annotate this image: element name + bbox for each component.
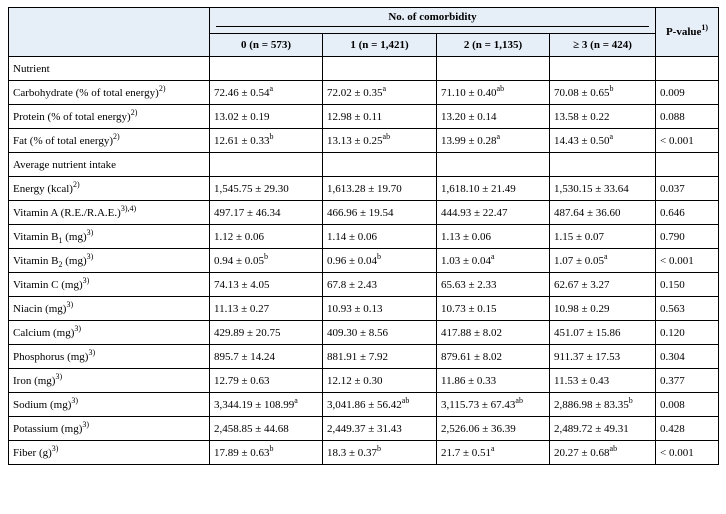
value-cell (550, 273, 656, 297)
value-cell (210, 393, 323, 417)
value-cell (210, 345, 323, 369)
value-cell (210, 369, 323, 393)
value-cell (437, 153, 550, 177)
significance-letter: a (609, 131, 614, 141)
value-cell (550, 297, 656, 321)
pvalue-header (656, 8, 719, 57)
row-label-text: Protein (% of total energy) (13, 110, 131, 123)
section-row (9, 153, 719, 177)
table-row (9, 273, 719, 297)
significance-letter: a (269, 83, 274, 93)
row-label-text: Calcium (mg) (13, 326, 75, 339)
pvalue-cell (656, 273, 719, 297)
mean-se-value: 3,344.19 ± 108.99 (214, 398, 295, 411)
mean-se-value: 2,886.98 ± 83.35 (554, 398, 629, 411)
mean-se-value: 1.12 ± 0.06 (214, 230, 265, 243)
row-label (9, 81, 210, 105)
value-cell (550, 249, 656, 273)
mean-se-value: 3,041.86 ± 56.42 (327, 398, 402, 411)
pvalue-cell (656, 225, 719, 249)
table-row (9, 177, 719, 201)
column-header-1: 1 (n = 1,421) (323, 34, 437, 57)
row-label (9, 129, 210, 153)
row-label (9, 345, 210, 369)
mean-se-value: 72.02 ± 0.35 (327, 86, 383, 99)
pvalue-cell (656, 249, 719, 273)
value-cell (323, 393, 437, 417)
row-label-header (9, 8, 210, 57)
row-label (9, 177, 210, 201)
mean-se-value: 12.98 ± 0.11 (327, 110, 383, 123)
value-cell (210, 105, 323, 129)
row-label (9, 105, 210, 129)
mean-se-value: 895.7 ± 14.24 (214, 350, 276, 363)
row-label (9, 321, 210, 345)
mean-se-value: 18.3 ± 0.37 (327, 446, 378, 459)
value-cell (210, 297, 323, 321)
value-cell (323, 345, 437, 369)
mean-se-value: 12.61 ± 0.33 (214, 134, 270, 147)
significance-letter: ab (401, 395, 410, 405)
significance-letter: a (491, 251, 495, 261)
mean-se-value: 10.98 ± 0.29 (554, 302, 610, 315)
mean-se-value: 13.99 ± 0.28 (441, 134, 497, 147)
mean-se-value: 13.58 ± 0.22 (554, 110, 610, 123)
value-cell (323, 177, 437, 201)
row-label-footnote: 2) (158, 83, 166, 93)
value-cell (210, 321, 323, 345)
row-label (9, 369, 210, 393)
mean-se-value: 2,526.06 ± 36.39 (441, 422, 516, 435)
row-label (9, 249, 210, 273)
mean-se-value: 12.79 ± 0.63 (214, 374, 270, 387)
table-row (9, 369, 719, 393)
pvalue-text: 0.428 (660, 422, 685, 435)
row-label (9, 441, 210, 465)
significance-letter: ab (515, 395, 523, 405)
row-label-text: Vitamin A (R.E./R.A.E.) (13, 206, 121, 219)
mean-se-value: 65.63 ± 2.33 (441, 278, 497, 291)
row-label-subscript: 2 (58, 259, 63, 269)
pvalue-cell (656, 441, 719, 465)
row-label-footnote: 3) (82, 275, 90, 285)
pvalue-text: 0.150 (660, 278, 685, 291)
row-label-footnote: 3) (86, 227, 94, 237)
table-row (9, 81, 719, 105)
value-cell (323, 225, 437, 249)
mean-se-value: 1.03 ± 0.04 (441, 254, 492, 267)
row-label-text: Vitamin B (13, 230, 59, 243)
value-cell (437, 297, 550, 321)
significance-letter: b (377, 251, 382, 261)
mean-se-value: 451.07 ± 15.86 (554, 326, 621, 339)
pvalue-cell (656, 345, 719, 369)
significance-letter: ab (496, 83, 505, 93)
mean-se-value: 14.43 ± 0.50 (554, 134, 610, 147)
value-cell (550, 57, 656, 81)
row-label-footnote: 2) (130, 107, 138, 117)
pvalue-cell (656, 321, 719, 345)
value-cell (210, 177, 323, 201)
value-cell (323, 81, 437, 105)
mean-se-value: 0.96 ± 0.04 (327, 254, 378, 267)
table-row (9, 441, 719, 465)
mean-se-value: 11.86 ± 0.33 (441, 374, 497, 387)
value-cell (210, 273, 323, 297)
mean-se-value: 444.93 ± 22.47 (441, 206, 508, 219)
pvalue-cell (656, 417, 719, 441)
value-cell (550, 441, 656, 465)
pvalue-text: < 0.001 (660, 254, 694, 267)
value-cell (437, 225, 550, 249)
pvalue-text: 0.304 (660, 350, 685, 363)
group-underline (216, 26, 649, 27)
row-label-footnote: 3),4) (120, 203, 137, 213)
value-cell (550, 177, 656, 201)
value-cell (323, 201, 437, 225)
row-label-text: Nutrient (13, 62, 50, 75)
value-cell (550, 201, 656, 225)
value-cell (210, 57, 323, 81)
mean-se-value: 879.61 ± 8.02 (441, 350, 503, 363)
value-cell (437, 249, 550, 273)
mean-se-value: 487.64 ± 36.60 (554, 206, 621, 219)
mean-se-value: 21.7 ± 0.51 (441, 446, 492, 459)
mean-se-value: 11.53 ± 0.43 (554, 374, 610, 387)
row-label (9, 57, 210, 81)
table-row (9, 105, 719, 129)
pvalue-cell (656, 105, 719, 129)
mean-se-value: 71.10 ± 0.40 (441, 86, 497, 99)
pvalue-text: < 0.001 (660, 134, 694, 147)
table-row (9, 393, 719, 417)
value-cell (210, 441, 323, 465)
mean-se-value: 2,489.72 ± 49.31 (554, 422, 629, 435)
pvalue-text: 0.790 (660, 230, 685, 243)
value-cell (210, 225, 323, 249)
value-cell (323, 57, 437, 81)
value-cell (550, 105, 656, 129)
row-label-text: Fiber (g) (13, 446, 52, 459)
pvalue-cell (656, 297, 719, 321)
mean-se-value: 429.89 ± 20.75 (214, 326, 281, 339)
value-cell (550, 369, 656, 393)
significance-letter: b (377, 443, 382, 453)
value-cell (210, 417, 323, 441)
table-body (9, 57, 719, 465)
significance-letter: b (628, 395, 633, 405)
pvalue-cell (656, 393, 719, 417)
pvalue-cell (656, 201, 719, 225)
row-label-footnote: 3) (82, 419, 90, 429)
value-cell (210, 81, 323, 105)
value-cell (437, 57, 550, 81)
row-label-footnote: 3) (86, 251, 94, 261)
mean-se-value: 1.15 ± 0.07 (554, 230, 605, 243)
value-cell (550, 393, 656, 417)
mean-se-value: 70.08 ± 0.65 (554, 86, 610, 99)
mean-se-value: 20.27 ± 0.68 (554, 446, 610, 459)
mean-se-value: 17.89 ± 0.63 (214, 446, 270, 459)
value-cell (323, 105, 437, 129)
row-label (9, 297, 210, 321)
value-cell (437, 441, 550, 465)
comorbidity-nutrient-table (8, 7, 719, 465)
value-cell (323, 441, 437, 465)
value-cell (437, 393, 550, 417)
pvalue-label: P-value (665, 26, 702, 38)
significance-letter: b (609, 83, 614, 93)
significance-letter: ab (609, 443, 618, 453)
mean-se-value: 466.96 ± 19.54 (327, 206, 394, 219)
row-label-text: Iron (mg) (13, 374, 56, 387)
mean-se-value: 13.13 ± 0.25 (327, 134, 383, 147)
mean-se-value: 11.13 ± 0.27 (214, 302, 270, 315)
value-cell (550, 81, 656, 105)
table-row (9, 345, 719, 369)
table-row (9, 321, 719, 345)
row-label-footnote: 2) (113, 131, 120, 141)
value-cell (323, 417, 437, 441)
row-label-footnote: 3) (55, 371, 63, 381)
row-label-footnote: 3) (88, 347, 96, 357)
group-header (210, 8, 656, 34)
value-cell (323, 249, 437, 273)
value-cell (550, 417, 656, 441)
significance-letter: a (294, 395, 298, 405)
mean-se-value: 72.46 ± 0.54 (214, 86, 270, 99)
mean-se-value: 2,458.85 ± 44.68 (214, 422, 289, 435)
row-label (9, 225, 210, 249)
value-cell (323, 321, 437, 345)
pvalue-cell (656, 81, 719, 105)
value-cell (323, 273, 437, 297)
value-cell (437, 417, 550, 441)
value-cell (323, 153, 437, 177)
value-cell (437, 177, 550, 201)
mean-se-value: 417.88 ± 8.02 (441, 326, 503, 339)
pvalue-cell (656, 153, 719, 177)
value-cell (323, 297, 437, 321)
row-label-footnote: 2) (72, 179, 80, 189)
pvalue-footnote: 1) (701, 23, 709, 32)
pvalue-text: 0.646 (660, 206, 685, 219)
table-row (9, 225, 719, 249)
significance-letter: ab (382, 131, 391, 141)
mean-se-value: 409.30 ± 8.56 (327, 326, 389, 339)
table-row (9, 297, 719, 321)
significance-letter: b (269, 443, 274, 453)
row-label-footnote: 3) (66, 299, 74, 309)
row-label-text: Potassium (mg) (13, 422, 83, 435)
table-row (9, 129, 719, 153)
mean-se-value: 1.13 ± 0.06 (441, 230, 492, 243)
row-label-text: Energy (kcal) (13, 182, 73, 195)
significance-letter: a (496, 131, 501, 141)
significance-letter: a (604, 251, 608, 261)
value-cell (437, 105, 550, 129)
group-title: No. of comorbidity (388, 11, 477, 23)
value-cell (437, 345, 550, 369)
mean-se-value: 911.37 ± 17.53 (554, 350, 621, 363)
mean-se-value: 497.17 ± 46.34 (214, 206, 281, 219)
mean-se-value: 1,613.28 ± 19.70 (327, 182, 402, 195)
pvalue-text: < 0.001 (660, 446, 694, 459)
row-label-unit: (mg) (62, 254, 87, 267)
column-header-3plus: ≥ 3 (n = 424) (550, 34, 656, 57)
pvalue-text: 0.008 (660, 398, 685, 411)
significance-letter: b (264, 251, 269, 261)
value-cell (210, 153, 323, 177)
value-cell (437, 273, 550, 297)
significance-letter: b (269, 131, 274, 141)
row-label-text: Vitamin B (13, 254, 59, 267)
mean-se-value: 13.02 ± 0.19 (214, 110, 270, 123)
row-label-footnote: 3) (74, 323, 82, 333)
value-cell (550, 129, 656, 153)
value-cell (210, 129, 323, 153)
pvalue-cell (656, 369, 719, 393)
row-label (9, 273, 210, 297)
mean-se-value: 67.8 ± 2.43 (327, 278, 378, 291)
value-cell (437, 81, 550, 105)
row-label-text: Phosphorus (mg) (13, 350, 89, 363)
mean-se-value: 13.20 ± 0.14 (441, 110, 497, 123)
table-row (9, 417, 719, 441)
mean-se-value: 12.12 ± 0.30 (327, 374, 383, 387)
mean-se-value: 10.93 ± 0.13 (327, 302, 383, 315)
mean-se-value: 1,618.10 ± 21.49 (441, 182, 516, 195)
pvalue-cell (656, 129, 719, 153)
value-cell (323, 129, 437, 153)
mean-se-value: 1.14 ± 0.06 (327, 230, 378, 243)
row-label-text: Carbohydrate (% of total energy) (13, 86, 159, 99)
row-label-text: Fat (% of total energy) (13, 134, 113, 147)
value-cell (437, 201, 550, 225)
row-label (9, 201, 210, 225)
mean-se-value: 2,449.37 ± 31.43 (327, 422, 402, 435)
value-cell (550, 321, 656, 345)
mean-se-value: 62.67 ± 3.27 (554, 278, 610, 291)
mean-se-value: 3,115.73 ± 67.43 (441, 398, 516, 411)
row-label (9, 393, 210, 417)
table-row (9, 201, 719, 225)
mean-se-value: 0.94 ± 0.05 (214, 254, 265, 267)
row-label-text: Niacin (mg) (13, 302, 67, 315)
value-cell (550, 153, 656, 177)
pvalue-text: 0.037 (660, 182, 685, 195)
value-cell (210, 249, 323, 273)
mean-se-value: 1,530.15 ± 33.64 (554, 182, 629, 195)
column-header-2: 2 (n = 1,135) (437, 34, 550, 57)
value-cell (437, 129, 550, 153)
pvalue-text: 0.377 (660, 374, 685, 387)
mean-se-value: 74.13 ± 4.05 (214, 278, 270, 291)
significance-letter: a (382, 83, 387, 93)
row-label-subscript: 1 (58, 235, 63, 245)
pvalue-text: 0.009 (660, 86, 685, 99)
pvalue-cell (656, 57, 719, 81)
row-label-footnote: 3) (51, 443, 59, 453)
row-label-text: Sodium (mg) (13, 398, 72, 411)
section-row (9, 57, 719, 81)
value-cell (437, 321, 550, 345)
value-cell (550, 225, 656, 249)
significance-letter: a (491, 443, 495, 453)
row-label (9, 417, 210, 441)
mean-se-value: 1.07 ± 0.05 (554, 254, 605, 267)
pvalue-cell (656, 177, 719, 201)
column-header-0: 0 (n = 573) (210, 34, 323, 57)
value-cell (210, 201, 323, 225)
row-label-text: Vitamin C (mg) (13, 278, 83, 291)
pvalue-text: 0.088 (660, 110, 685, 123)
value-cell (550, 345, 656, 369)
table-row (9, 249, 719, 273)
value-cell (323, 369, 437, 393)
pvalue-text: 0.120 (660, 326, 685, 339)
mean-se-value: 881.91 ± 7.92 (327, 350, 389, 363)
row-label (9, 153, 210, 177)
row-label-footnote: 3) (71, 395, 79, 405)
mean-se-value: 1,545.75 ± 29.30 (214, 182, 289, 195)
value-cell (437, 369, 550, 393)
pvalue-text: 0.563 (660, 302, 685, 315)
row-label-text: Average nutrient intake (13, 158, 117, 171)
mean-se-value: 10.73 ± 0.15 (441, 302, 497, 315)
row-label-unit: (mg) (62, 230, 87, 243)
